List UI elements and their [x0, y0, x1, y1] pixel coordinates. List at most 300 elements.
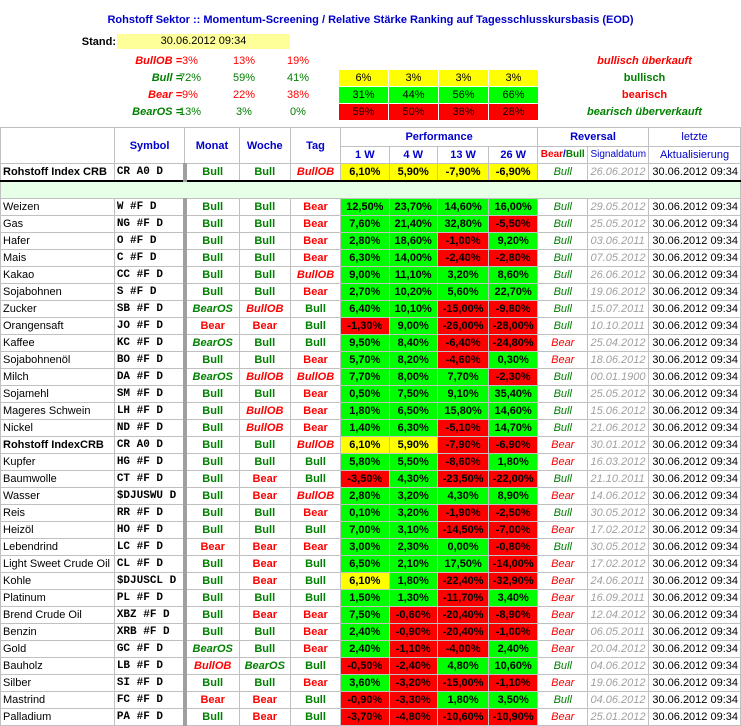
monat-signal: Bull [185, 403, 239, 420]
ranking-table [0, 127, 741, 726]
woche-signal: BullOB [239, 301, 290, 318]
last-update: 30.06.2012 09:34 [649, 420, 741, 437]
signal-date: 04.06.2012 [588, 692, 649, 709]
perf-4w: 2,10% [389, 556, 437, 573]
spacer-cell [1, 181, 741, 199]
last-update: 30.06.2012 09:34 [649, 216, 741, 233]
commodity-name: Bauholz [1, 658, 115, 675]
woche-signal: Bear [239, 692, 290, 709]
header-13w: 13 W [437, 147, 488, 164]
perf-1w: -3,50% [341, 471, 389, 488]
signal-date: 21.10.2011 [588, 471, 649, 488]
symbol-cell: PL #F D [114, 590, 185, 607]
signal-date: 19.06.2012 [588, 284, 649, 301]
stat-monat: 72% [178, 72, 202, 84]
monat-signal: BearOS [185, 369, 239, 386]
perf-26w: -14,00% [489, 556, 538, 573]
commodity-name: Lebendrind [1, 539, 115, 556]
commodity-name: Brend Crude Oil [1, 607, 115, 624]
last-update: 30.06.2012 09:34 [649, 454, 741, 471]
commodity-name: Wasser [1, 488, 115, 505]
reversal-signal: Bear [538, 352, 588, 369]
commodity-row[interactable] [1, 505, 741, 522]
stand-value[interactable]: 30.06.2012 09:34 [117, 34, 290, 49]
perf-1w: -1,30% [341, 318, 389, 335]
commodity-row[interactable] [1, 437, 741, 454]
perf-1w: 6,10% [341, 573, 389, 590]
last-update: 30.06.2012 09:34 [649, 199, 741, 216]
signal-date: 26.06.2012 [588, 164, 649, 182]
stat-box-w1: 59% [339, 104, 389, 121]
symbol-cell: GC #F D [114, 641, 185, 658]
perf-13w: 32,80% [437, 216, 488, 233]
monat-signal: Bull [185, 267, 239, 284]
perf-1w: 7,50% [341, 607, 389, 624]
perf-26w: 2,40% [489, 641, 538, 658]
stat-tag: 0% [290, 106, 306, 118]
last-update: 30.06.2012 09:34 [649, 488, 741, 505]
perf-4w: 1,80% [389, 573, 437, 590]
perf-1w: 2,70% [341, 284, 389, 301]
stat-box-w26: 3% [489, 70, 539, 87]
signal-date: 19.06.2012 [588, 675, 649, 692]
signal-date: 24.06.2011 [588, 573, 649, 590]
perf-13w: -4,00% [437, 641, 488, 658]
symbol-cell: JO #F D [114, 318, 185, 335]
perf-13w: -2,40% [437, 250, 488, 267]
reversal-signal: Bull [538, 403, 588, 420]
symbol-cell: SI #F D [114, 675, 185, 692]
last-update: 30.06.2012 09:34 [649, 352, 741, 369]
perf-26w: -2,30% [489, 369, 538, 386]
tag-signal: BullOB [290, 437, 340, 454]
woche-signal: Bull [239, 505, 290, 522]
perf-4w: 8,40% [389, 335, 437, 352]
last-update: 30.06.2012 09:34 [649, 573, 741, 590]
stat-woche: 3% [236, 106, 252, 118]
commodity-name: Platinum [1, 590, 115, 607]
perf-26w: 3,50% [489, 692, 538, 709]
reversal-signal: Bull [538, 692, 588, 709]
woche-signal: Bull [239, 267, 290, 284]
perf-26w: 10,60% [489, 658, 538, 675]
tag-signal: Bear [290, 386, 340, 403]
monat-signal: Bull [185, 386, 239, 403]
last-update: 30.06.2012 09:34 [649, 369, 741, 386]
last-update: 30.06.2012 09:34 [649, 403, 741, 420]
commodity-name: Mastrind [1, 692, 115, 709]
signal-date: 26.06.2012 [588, 267, 649, 284]
perf-26w: 8,60% [489, 267, 538, 284]
signal-date: 25.01.2012 [588, 709, 649, 726]
stat-box-w4: 3% [389, 70, 439, 87]
perf-4w: -0,60% [389, 607, 437, 624]
stat-box-w13: 38% [439, 104, 489, 121]
woche-signal: Bull [239, 335, 290, 352]
monat-signal: Bull [185, 709, 239, 726]
symbol-cell: O #F D [114, 233, 185, 250]
commodity-row[interactable] [1, 216, 741, 233]
commodity-row[interactable] [1, 233, 741, 250]
perf-4w: -3,30% [389, 692, 437, 709]
symbol-cell: RR #F D [114, 505, 185, 522]
last-update: 30.06.2012 09:34 [649, 284, 741, 301]
monat-signal: Bull [185, 505, 239, 522]
tag-signal: Bull [290, 709, 340, 726]
signal-date: 17.02.2012 [588, 522, 649, 539]
symbol-cell: KC #F D [114, 335, 185, 352]
commodity-row[interactable] [1, 590, 741, 607]
commodity-row[interactable] [1, 471, 741, 488]
tag-signal: Bull [290, 318, 340, 335]
commodity-row[interactable] [1, 386, 741, 403]
monat-signal: Bear [185, 692, 239, 709]
perf-1w: 2,40% [341, 641, 389, 658]
reversal-signal: Bull [538, 420, 588, 437]
tag-signal: BullOB [290, 267, 340, 284]
perf-13w: 0,00% [437, 539, 488, 556]
perf-1w: 2,80% [341, 233, 389, 250]
commodity-row[interactable] [1, 369, 741, 386]
perf-1w: -3,70% [341, 709, 389, 726]
legend-bullob: bullisch überkauft [597, 55, 692, 67]
perf-1w: 12,50% [341, 199, 389, 216]
stat-woche: 13% [232, 55, 256, 67]
perf-1w: 2,40% [341, 624, 389, 641]
signal-date: 15.07.2011 [588, 301, 649, 318]
perf-4w: -2,40% [389, 658, 437, 675]
woche-signal: Bear [239, 488, 290, 505]
commodity-row[interactable] [1, 284, 741, 301]
perf-4w: 21,40% [389, 216, 437, 233]
symbol-cell: CT #F D [114, 471, 185, 488]
tag-signal: Bull [290, 301, 340, 318]
perf-1w: 6,40% [341, 301, 389, 318]
commodity-row[interactable] [1, 556, 741, 573]
header-bear-bull [538, 147, 588, 164]
last-update: 30.06.2012 09:34 [649, 386, 741, 403]
signal-date: 10.10.2011 [588, 318, 649, 335]
tag-signal: BullOB [290, 164, 340, 182]
symbol-cell: SM #F D [114, 386, 185, 403]
reversal-signal: Bear [538, 556, 588, 573]
symbol-cell: LC #F D [114, 539, 185, 556]
index-row[interactable] [1, 164, 741, 182]
symbol-cell: FC #F D [114, 692, 185, 709]
reversal-signal: Bull [538, 250, 588, 267]
symbol-cell: BO #F D [114, 352, 185, 369]
commodity-row[interactable] [1, 488, 741, 505]
perf-4w: 23,70% [389, 199, 437, 216]
perf-26w: -6,90% [489, 437, 538, 454]
perf-4w: 6,50% [389, 403, 437, 420]
header-1w: 1 W [341, 147, 389, 164]
perf-4w: 8,20% [389, 352, 437, 369]
signal-date: 07.05.2012 [588, 250, 649, 267]
commodity-row[interactable] [1, 403, 741, 420]
commodity-row[interactable] [1, 641, 741, 658]
monat-signal: Bull [185, 164, 239, 182]
perf-13w: 4,30% [437, 488, 488, 505]
reversal-signal: Bull [538, 539, 588, 556]
signal-date: 16.03.2012 [588, 454, 649, 471]
perf-26w: -1,00% [489, 624, 538, 641]
perf-13w: -7,90% [437, 437, 488, 454]
perf-4w: 3,20% [389, 505, 437, 522]
reversal-signal: Bear [538, 522, 588, 539]
reversal-signal: Bull [538, 164, 588, 182]
tag-signal: Bear [290, 199, 340, 216]
header-woche: Woche [239, 128, 290, 164]
commodity-name: Sojabohnenöl [1, 352, 115, 369]
reversal-signal: Bull [538, 471, 588, 488]
woche-signal: Bull [239, 233, 290, 250]
perf-13w: -7,90% [437, 164, 488, 182]
stat-box-w13: 56% [439, 87, 489, 104]
perf-13w: 15,80% [437, 403, 488, 420]
tag-signal: Bull [290, 658, 340, 675]
perf-4w: 4,30% [389, 471, 437, 488]
commodity-row[interactable] [1, 624, 741, 641]
last-update: 30.06.2012 09:34 [649, 658, 741, 675]
last-update: 30.06.2012 09:34 [649, 675, 741, 692]
reversal-signal: Bull [538, 284, 588, 301]
commodity-name: Rohstoff Index CRB [1, 164, 115, 182]
header-bear: Bear [540, 149, 564, 160]
woche-signal: BullOB [239, 420, 290, 437]
commodity-name: Gold [1, 641, 115, 658]
commodity-row[interactable] [1, 522, 741, 539]
signal-date: 30.05.2012 [588, 505, 649, 522]
perf-13w: -15,00% [437, 675, 488, 692]
commodity-name: Sojamehl [1, 386, 115, 403]
perf-4w: 5,90% [389, 437, 437, 454]
header-bull: Bull [565, 149, 585, 160]
reversal-signal: Bull [538, 199, 588, 216]
reversal-signal: Bull [538, 658, 588, 675]
commodity-row[interactable] [1, 352, 741, 369]
monat-signal: Bull [185, 216, 239, 233]
reversal-signal: Bull [538, 216, 588, 233]
signal-date: 17.02.2012 [588, 556, 649, 573]
monat-signal: Bull [185, 556, 239, 573]
commodity-name: Kohle [1, 573, 115, 590]
stat-tag: 38% [286, 89, 310, 101]
perf-13w: 4,80% [437, 658, 488, 675]
last-update: 30.06.2012 09:34 [649, 607, 741, 624]
perf-4w: -4,80% [389, 709, 437, 726]
tag-signal: Bull [290, 335, 340, 352]
signal-date: 29.05.2012 [588, 199, 649, 216]
reversal-signal: Bull [538, 369, 588, 386]
signal-date: 04.06.2012 [588, 658, 649, 675]
perf-13w: -6,40% [437, 335, 488, 352]
perf-26w: -22,00% [489, 471, 538, 488]
tag-signal: Bear [290, 216, 340, 233]
perf-1w: 9,50% [341, 335, 389, 352]
signal-date: 06.05.2011 [588, 624, 649, 641]
commodity-row[interactable] [1, 607, 741, 624]
commodity-name: Baumwolle [1, 471, 115, 488]
perf-13w: 1,80% [437, 692, 488, 709]
tag-signal: Bear [290, 539, 340, 556]
monat-signal: Bull [185, 522, 239, 539]
perf-26w: 8,90% [489, 488, 538, 505]
perf-4w: 7,50% [389, 386, 437, 403]
signal-date: 21.06.2012 [588, 420, 649, 437]
commodity-row[interactable] [1, 420, 741, 437]
perf-1w: 1,40% [341, 420, 389, 437]
commodity-row[interactable] [1, 573, 741, 590]
tag-signal: BullOB [290, 488, 340, 505]
reversal-signal: Bear [538, 709, 588, 726]
perf-26w: 3,40% [489, 590, 538, 607]
perf-13w: -26,00% [437, 318, 488, 335]
perf-4w: 9,00% [389, 318, 437, 335]
perf-4w: 10,20% [389, 284, 437, 301]
perf-1w: 2,80% [341, 488, 389, 505]
commodity-row[interactable] [1, 692, 741, 709]
tag-signal: BullOB [290, 369, 340, 386]
perf-26w: 16,00% [489, 199, 538, 216]
perf-26w: -0,80% [489, 539, 538, 556]
monat-signal: Bull [185, 573, 239, 590]
perf-26w: 0,30% [489, 352, 538, 369]
perf-13w: -15,00% [437, 301, 488, 318]
stat-woche: 22% [232, 89, 256, 101]
commodity-row[interactable] [1, 250, 741, 267]
commodity-row[interactable] [1, 199, 741, 216]
monat-signal: Bull [185, 488, 239, 505]
legend-bear: bearisch [621, 89, 668, 101]
legend-bearos: bearisch überverkauft [587, 106, 702, 118]
tag-signal: Bull [290, 471, 340, 488]
perf-4w: 8,00% [389, 369, 437, 386]
symbol-cell: W #F D [114, 199, 185, 216]
stat-box-w26: 66% [489, 87, 539, 104]
last-update: 30.06.2012 09:34 [649, 692, 741, 709]
stat-label: BearOS = [132, 106, 182, 118]
stat-monat: 3% [182, 55, 198, 67]
stat-label: BullOB = [135, 55, 182, 67]
commodity-name: Heizöl [1, 522, 115, 539]
perf-13w: 7,70% [437, 369, 488, 386]
perf-1w: 5,70% [341, 352, 389, 369]
monat-signal: BullOB [185, 658, 239, 675]
commodity-row[interactable] [1, 267, 741, 284]
perf-1w: 3,00% [341, 539, 389, 556]
commodity-row[interactable] [1, 539, 741, 556]
perf-1w: 6,50% [341, 556, 389, 573]
perf-4w: -1,10% [389, 641, 437, 658]
commodity-row[interactable] [1, 658, 741, 675]
woche-signal: Bear [239, 573, 290, 590]
commodity-name: Weizen [1, 199, 115, 216]
perf-13w: 17,50% [437, 556, 488, 573]
commodity-name: Gas [1, 216, 115, 233]
stat-box-w4: 44% [389, 87, 439, 104]
perf-1w: 7,60% [341, 216, 389, 233]
monat-signal: Bull [185, 420, 239, 437]
header-performance: Performance [341, 128, 538, 147]
signal-date: 14.06.2012 [588, 488, 649, 505]
last-update: 30.06.2012 09:34 [649, 318, 741, 335]
commodity-row[interactable] [1, 301, 741, 318]
perf-13w: -1,00% [437, 233, 488, 250]
symbol-cell: SB #F D [114, 301, 185, 318]
stat-box-w26: 28% [489, 104, 539, 121]
reversal-signal: Bull [538, 386, 588, 403]
monat-signal: Bull [185, 284, 239, 301]
symbol-cell: $DJUSWU D [114, 488, 185, 505]
commodity-row[interactable] [1, 709, 741, 726]
stat-tag: 41% [286, 72, 310, 84]
perf-26w: -32,90% [489, 573, 538, 590]
header-26w: 26 W [489, 147, 538, 164]
reversal-signal: Bear [538, 675, 588, 692]
last-update: 30.06.2012 09:34 [649, 301, 741, 318]
monat-signal: Bull [185, 471, 239, 488]
perf-26w: 14,70% [489, 420, 538, 437]
commodity-row[interactable] [1, 454, 741, 471]
header-name [1, 128, 115, 164]
symbol-cell: $DJUSCL D [114, 573, 185, 590]
woche-signal: Bull [239, 352, 290, 369]
symbol-cell: PA #F D [114, 709, 185, 726]
header-tag: Tag [290, 128, 340, 164]
perf-1w: 6,10% [341, 437, 389, 454]
commodity-row[interactable] [1, 335, 741, 352]
commodity-row[interactable] [1, 318, 741, 335]
perf-1w: -0,50% [341, 658, 389, 675]
commodity-row[interactable] [1, 675, 741, 692]
commodity-name: Kakao [1, 267, 115, 284]
reversal-signal: Bull [538, 318, 588, 335]
stat-label: Bull = [151, 72, 182, 84]
reversal-signal: Bear [538, 437, 588, 454]
commodity-name: Reis [1, 505, 115, 522]
woche-signal: Bull [239, 216, 290, 233]
last-update: 30.06.2012 09:34 [649, 437, 741, 454]
tag-signal: Bear [290, 250, 340, 267]
symbol-cell: S #F D [114, 284, 185, 301]
monat-signal: Bull [185, 250, 239, 267]
commodity-name: Palladium [1, 709, 115, 726]
reversal-signal: Bear [538, 335, 588, 352]
perf-13w: -1,90% [437, 505, 488, 522]
tag-signal: Bull [290, 573, 340, 590]
legend-bull: bullisch [623, 72, 666, 84]
perf-13w: -22,40% [437, 573, 488, 590]
reversal-signal: Bull [538, 233, 588, 250]
woche-signal: Bear [239, 471, 290, 488]
commodity-name: Milch [1, 369, 115, 386]
tag-signal: Bear [290, 233, 340, 250]
perf-4w: 6,30% [389, 420, 437, 437]
perf-13w: -20,40% [437, 607, 488, 624]
woche-signal: BearOS [239, 658, 290, 675]
monat-signal: Bull [185, 199, 239, 216]
header-monat: Monat [185, 128, 239, 164]
reversal-signal: Bear [538, 488, 588, 505]
header-aktualisierung: Aktualisierung [649, 147, 741, 164]
perf-4w: 10,10% [389, 301, 437, 318]
perf-4w: 1,30% [389, 590, 437, 607]
perf-4w: 18,60% [389, 233, 437, 250]
monat-signal: Bear [185, 318, 239, 335]
perf-26w: -8,90% [489, 607, 538, 624]
perf-26w: -10,90% [489, 709, 538, 726]
